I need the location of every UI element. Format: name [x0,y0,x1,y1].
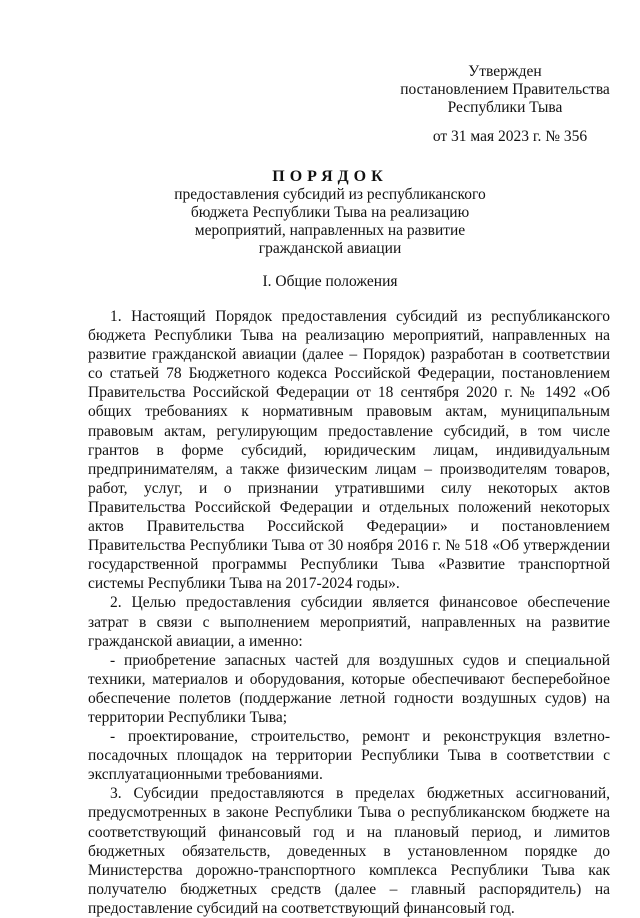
subtitle-line: гражданской авиации [258,240,402,257]
document-body [88,307,610,918]
document-title: ПОРЯДОК [272,168,388,185]
approval-line-approved: Утвержден [468,63,542,80]
subtitle-line: мероприятий, направленных на развитие [194,222,466,239]
paragraph-1: 1. Настоящий Порядок предоставления субсидий из республиканского бюджета Республики Тыва на реализацию мероприятий, направленных на развитие гражданской авиации (далее – Порядок) разработан в соответствии со статьей 78 Бюджетного кодекса Российской Федерации, постановлением Правительства Российской Федерации от 18 сентября 2020 г. № 1492 «Об общих требованиях к нормативным правовым актам, муниципальным правовым актам, регулирующим предоставление субсидий, в том числе грантов в форме субсидий, юридическим лицам, индивидуальным предпринимателям, а также физическим лицам – производителям товаров, работ, услуг, и о признании утратившими силу некоторых актов Правительства Российской Федерации и отдельных положений некоторых актов Правительства Российской Федерации» и постановлением Правительства Республики Тыва от 30 ноября 2016 г. № 518 «Об утверждении государственной программы Республики Тыва «Развитие транспортной системы Республики Тыва на 2017-2024 годы». [88,308,610,593]
paragraph-2-item-1: - приобретение запасных частей для воздушных судов и специальной техники, материалов и оборудования, которые обеспечивают бесперебойное обеспечение полетов (поддержание летной годности воздушных судов) на территории Республики Тыва; [88,651,610,726]
approval-line-resolution: постановлением Правительства [400,81,610,98]
approval-date: от 31 мая 2023 г. № 356 [432,128,588,145]
paragraph-2: 2. Целью предоставления субсидии является финансовое обеспечение затрат в связи с выполнением мероприятий, направленных на развитие гражданской авиации, а именно: [88,594,610,650]
paragraph-2-item-2: - проектирование, строительство, ремонт и реконструкция взлетно-посадочных площадок на территории Республики Тыва в соответствии с эксплуатационными требованиями. [88,728,610,784]
approval-line-republic: Республики Тыва [447,99,563,116]
section-heading: I. Общие положения [262,273,398,290]
title-block [120,167,540,258]
subtitle-line: бюджета Республики Тыва на реализацию [190,204,470,221]
approval-stamp [400,63,610,117]
paragraph-3: 3. Субсидии предоставляются в пределах бюджетных ассигнований, предусмотренных в законе Республики Тыва о республиканском бюджете на соответствующий финансовый год и на плановый период, и лимитов бюджетных обязательств, доведенных в установленном порядке до Министерства дорожно-транспортного комплекса Республики Тыва как получателю бюджетных средств (далее – главный распорядитель) на предоставление субсидий на соответствующий финансовый год. [88,785,610,917]
subtitle-line: предоставления субсидий из республиканского [174,186,486,203]
